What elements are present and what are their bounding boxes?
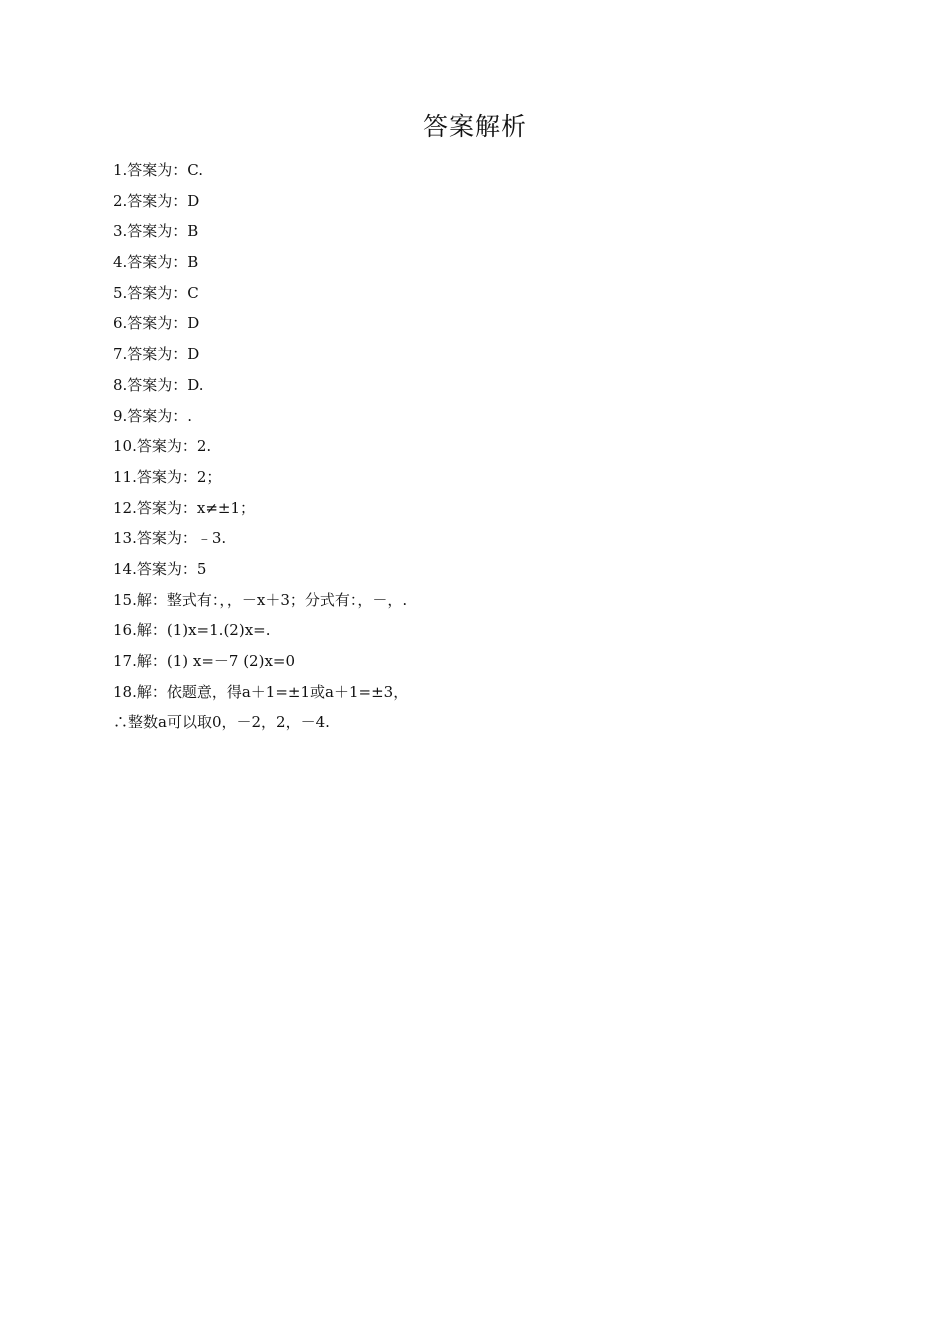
answer-line: 7.答案为：D (113, 345, 200, 364)
answer-line: 18.解：依题意，得a＋1=±1或a＋1=±3， (113, 682, 409, 701)
answer-line: 17.解：(1) x=－7 (2)x=0 (113, 652, 296, 670)
answer-line: 15.解：整式有：，，－x＋3；分式有：，－，. (113, 590, 408, 609)
answer-line: 2.答案为：D (113, 191, 200, 210)
answer-line: 8.答案为：D. (113, 375, 204, 394)
answer-line: 10.答案为：2. (113, 437, 212, 456)
answer-list (113, 155, 853, 738)
answer-line: 14.答案为：5 (113, 559, 207, 578)
answer-line: 3.答案为：B (113, 222, 199, 241)
answer-line: 4.答案为：B (113, 253, 199, 272)
answer-line: 13.答案为：﹣3. (113, 529, 227, 548)
answer-line: 11.答案为：2； (113, 467, 222, 486)
answer-line: ∴整数a可以取0，－2，2，－4. (113, 713, 330, 732)
answer-line: 16.解：(1)x=1.(2)x=. (113, 621, 271, 640)
answer-line: 12.答案为：x≠±1； (113, 498, 255, 517)
answer-line: 9.答案为：. (113, 406, 193, 425)
answer-line: 5.答案为：C (113, 283, 199, 302)
page-title: 答案解析 (422, 112, 527, 141)
answer-line: 6.答案为：D (113, 314, 200, 333)
answer-line: 1.答案为：C. (113, 161, 204, 179)
